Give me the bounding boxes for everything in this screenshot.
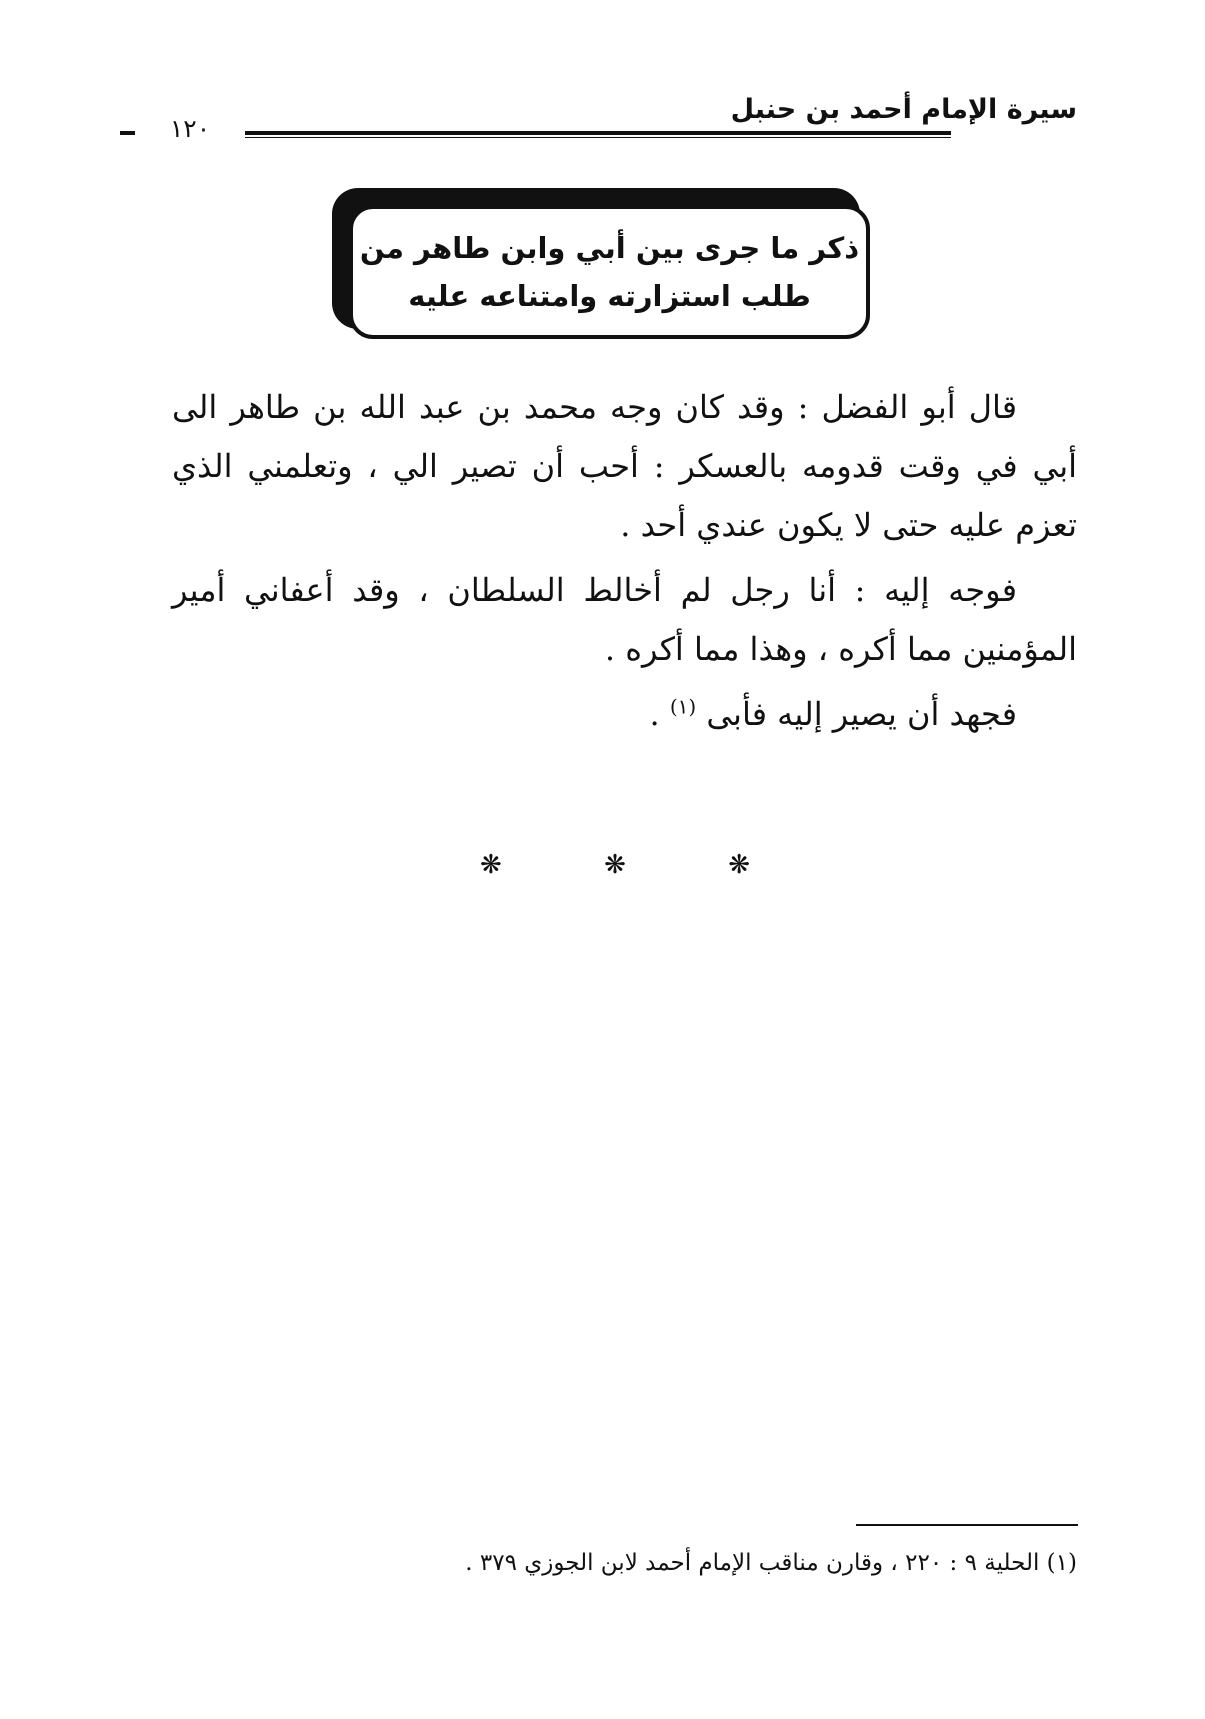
header-rule-thin — [180, 137, 951, 138]
paragraph-3 — [172, 685, 1077, 744]
paragraph-3-period: . — [649, 695, 660, 733]
paragraph-1: قال أبو الفضل : وقد كان وجه محمد بن عبد الله بن طاهر الى أبي في وقت قدومه بالعسكر : أحب أن تصير الي ، وتعلمني الذي تعزم عليه حتى لا يكون عندي أحد . — [172, 388, 1077, 544]
paragraph-3-text: فجهد أن يصير إليه فأبى — [706, 695, 1017, 733]
asterism-mark: ❋ — [604, 850, 626, 880]
chapter-title-line-2: طلب استزارته وامتناعه عليه — [408, 279, 811, 313]
footnote-rule — [856, 1524, 1078, 1526]
asterism-mark: ❋ — [728, 850, 750, 880]
section-separator — [480, 850, 750, 880]
footnote-reference: (١) — [669, 694, 697, 719]
chapter-title-box — [349, 205, 870, 339]
paragraph-2: فوجه إليه : أنا رجل لم أخالط السلطان ، وقد أعفاني أمير المؤمنين مما أكره ، وهذا مما أكره . — [172, 571, 1077, 668]
chapter-title-line-1: ذكر ما جرى بين أبي وابن طاهر من — [359, 231, 860, 265]
header-rule — [180, 131, 951, 135]
running-title: سيرة الإمام أحمد بن حنبل — [730, 94, 1077, 125]
asterism-mark: ❋ — [480, 850, 502, 880]
footnote-1: (١) الحلية ٩ : ٢٢٠ ، وقارن مناقب الإمام أحمد لابن الجوزي ٣٧٩ . — [465, 1550, 1077, 1576]
page-number: ١٢٠ — [135, 112, 245, 146]
body-text — [172, 378, 1077, 750]
